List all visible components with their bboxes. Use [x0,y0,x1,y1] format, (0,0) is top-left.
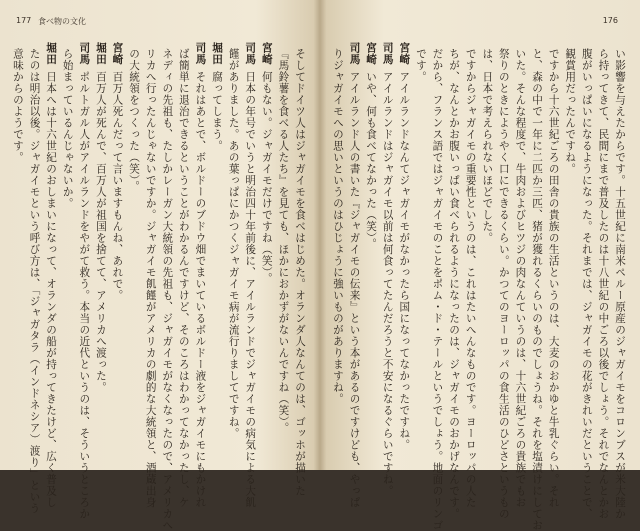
text-line: 司馬アイルランドはジャガイモ以前は何食ってたんだろうと不安になるぐらいですね。 [381,42,394,497]
text-line: リカへ行ったんじゃないですか。ジャガイモ飢饉がアメリカの劇的な大統領と、酒蔵出身 [144,48,157,508]
text-line: 司馬アイルランド人の書いた『ジャガイモの伝来』という本があるのですけども、やっぱ [348,42,361,508]
text-line: ですから十六世紀ごろの田舎の貴族の生活というのは、大麦のおかゆと牛乳ぐらい。それ [547,48,560,508]
text-line: 腹がいっぱいになるようになった。それまでは、ジャガイモの花がきれいだということで、 [580,48,593,520]
left-page [8,0,316,531]
page-number: 177 [16,16,32,25]
text-line: ネディの先祖も、たしかレーガン大統領の先祖も、ジャガイモがなくなったので、アメリカへ [161,48,174,531]
text-line: 宮崎いや、何も食べてなかった（笑）。 [365,42,378,250]
text-line: の大統領をつくった（笑）。 [128,48,141,193]
page-number: 176 [602,16,618,25]
text-line: は、日本で考えられないほどでした。 [481,48,494,244]
text-line: ちが、なんとかお腹いっぱい食べられるようになったのは、ジャガイモのおかげなんです。 [448,48,461,520]
right-page [328,0,632,531]
text-line: ら持ってきて、民間にまで普及したのは十八世紀の中ごろ以後でしょう。それでなんとかお [597,48,610,520]
text-line: 饉がありました。あの葉っぱにかつくジャガイモ病が流行りましてですね。 [227,48,240,439]
text-line: 堀田腐ってしまう。 [211,42,224,152]
text-line: 宮崎百万人死んだって言いますもんね、あれで。 [111,42,124,301]
text-line: ば簡単に退治できるということがわかるんですけど、そのころはわかってなかったし、ケ [177,48,190,508]
text-line: りジャガイモへの思いというのはひじょうに強いものがありますね。 [331,48,344,405]
text-line: 堀田百万人が死んで、百万人が祖国を捨てて、アメリカへ渡った。 [94,42,107,393]
vertical-body-text [328,42,628,531]
text-line: い影響を与えたからです。十五世紀に南米ペルー原産のジャガイモをコロンブスが米大陸か [614,48,626,520]
text-line: ら始まっているんじゃないか。 [61,48,74,209]
text-line: 司馬それはあとで、ボルドーのブドウ畑でまいているボルドー液をジャガイモにもかけれ [194,42,207,508]
text-line: 観賞用だったんですね。 [564,48,577,175]
text-line: 宮崎アイルランドなんてジャガイモがなかったら国になってなかったですね。 [398,42,411,451]
text-line: 『馬鈴薯を食べる人たち』を見ても、ほかにおかずがないんですね（笑）。 [277,48,290,434]
text-line: 堀田日本へは十六世紀のおしまいになって、オランダの船が持ってきたけど、広く普及し [45,42,58,508]
text-line: 意味からのようです。 [11,48,24,163]
text-line: 宮崎何もない。ジャガイモだけですね（笑）。 [260,42,273,285]
text-line: と、森の中で一年に二匹か三匹、猪が獲れるくらいのものでしょうね。それを塩漬けにしてお [531,48,544,531]
text-line: だから、フランス語ではジャガイモのことをポム・ド・テールというでしょう。地面のリンゴ [431,48,444,531]
text-line: 祭りのときにようやく口にできるくらい。かつてのヨーロッパの食生活のひどさというもの [497,48,510,520]
text-line: 司馬日本の年号でいうと明治四十年前後に、アイルランドでジャガイモの病気による大飢 [244,42,257,508]
text-line: です。 [414,48,427,83]
text-line: いた。そんな程度で、牛肉およびヒツジの肉なんていうのは、十六世紀ごろの貴族でもお [514,48,527,508]
text-line: 司馬ポルトガル人がアイルランドをやがて救う。本当の近代というのは、そういうところか [78,42,91,520]
text-line: たのは明治以後。ジャガイモという呼び方は、「ジャガタラ（インドネシア）渡り」という [28,48,41,515]
vertical-body-text [8,42,308,531]
running-head: 食べ物の文化 [38,17,86,26]
text-line: ですからジャガイモの重要性というのは、これはたいへんなものです。ヨーロッパの人た [464,48,477,508]
text-line: そしてドイツ人はジャガイモを食べはじめた。オランダ人なんてのは、ゴッホが描いた [294,48,306,497]
